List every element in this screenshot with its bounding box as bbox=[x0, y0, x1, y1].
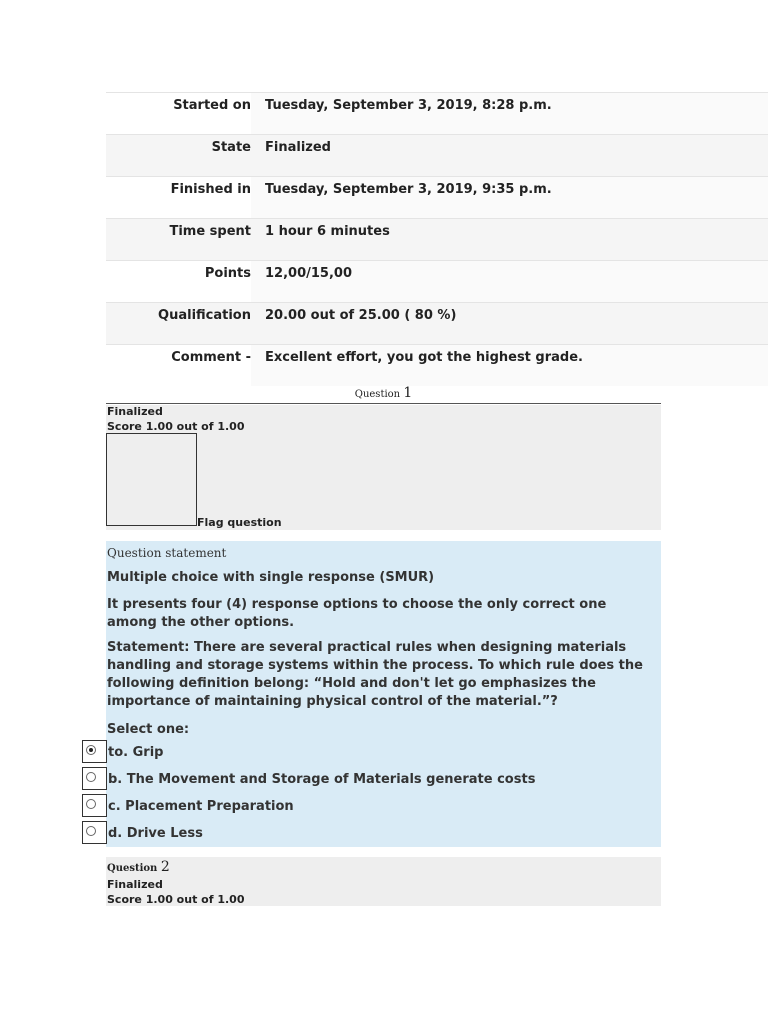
summary-label: Points bbox=[204, 266, 251, 281]
radio-unselected-icon[interactable] bbox=[86, 799, 96, 809]
question-instructions: It presents four (4) response options to choose the only correct one among the other options. bbox=[107, 597, 607, 630]
summary-label: Time spent bbox=[169, 224, 251, 239]
summary-row-qualification bbox=[106, 303, 768, 345]
summary-value: Excellent effort, you got the highest grade. bbox=[251, 345, 768, 386]
question-number: 2 bbox=[160, 859, 170, 875]
answer-option-a[interactable] bbox=[82, 740, 660, 764]
summary-row-comment bbox=[106, 345, 768, 386]
summary-row-finished-in bbox=[106, 177, 768, 219]
answer-option-c[interactable] bbox=[82, 794, 660, 818]
radio-box[interactable] bbox=[82, 767, 107, 790]
summary-row-points bbox=[106, 261, 768, 303]
question-number: 1 bbox=[403, 385, 413, 401]
select-one-prompt: Select one: bbox=[107, 722, 190, 737]
summary-label: Finished in bbox=[170, 182, 251, 197]
question-state: Finalized bbox=[107, 405, 163, 418]
summary-value: 12,00/15,00 bbox=[251, 261, 768, 302]
answer-option-label[interactable]: c. Placement Preparation bbox=[108, 799, 294, 814]
radio-unselected-icon[interactable] bbox=[86, 772, 96, 782]
question-1-heading bbox=[106, 385, 661, 404]
question-1-info-panel bbox=[106, 405, 661, 530]
summary-row-time-spent bbox=[106, 219, 768, 261]
question-2-info-panel bbox=[106, 857, 661, 906]
summary-row-state bbox=[106, 135, 768, 177]
attempt-summary-table bbox=[106, 92, 768, 386]
question-heading-word: Question bbox=[354, 389, 401, 400]
summary-label: Started on bbox=[173, 98, 251, 113]
radio-selected-icon[interactable] bbox=[86, 745, 96, 755]
answer-option-label[interactable]: to. Grip bbox=[108, 745, 164, 760]
radio-box[interactable] bbox=[82, 821, 107, 844]
summary-label: State bbox=[211, 140, 251, 155]
summary-row-started-on bbox=[106, 93, 768, 135]
question-score: Score 1.00 out of 1.00 bbox=[107, 420, 245, 433]
question-type-line: Multiple choice with single response (SMUR) bbox=[107, 570, 435, 585]
summary-value: 20.00 out of 25.00 ( 80 %) bbox=[251, 303, 768, 344]
question-1-content bbox=[106, 541, 661, 847]
summary-value: Finalized bbox=[251, 135, 768, 176]
summary-label: Qualification bbox=[158, 308, 251, 323]
summary-label: Comment - bbox=[171, 350, 251, 365]
question-score: Score 1.00 out of 1.00 bbox=[107, 893, 245, 906]
radio-unselected-icon[interactable] bbox=[86, 826, 96, 836]
flag-question-link[interactable]: Flag question bbox=[197, 516, 282, 529]
question-state: Finalized bbox=[107, 878, 163, 891]
answer-option-label[interactable]: d. Drive Less bbox=[108, 826, 203, 841]
summary-value: Tuesday, September 3, 2019, 9:35 p.m. bbox=[251, 177, 768, 218]
radio-box[interactable] bbox=[82, 794, 107, 817]
summary-value: 1 hour 6 minutes bbox=[251, 219, 768, 260]
question-statement-title: Question statement bbox=[107, 546, 227, 560]
summary-value: Tuesday, September 3, 2019, 8:28 p.m. bbox=[251, 93, 768, 134]
answer-option-d[interactable] bbox=[82, 821, 660, 845]
flag-question-box[interactable] bbox=[106, 433, 197, 526]
question-2-heading bbox=[107, 859, 170, 875]
answer-option-b[interactable] bbox=[82, 767, 660, 791]
question-heading-word: Question bbox=[107, 863, 158, 874]
question-statement: Statement: There are several practical rules when designing materials handling and storage systems within the process. To which rule does the following definition belong: “Hold and don't let go emphasizes the importance of maintaining physical control of the material.”? bbox=[107, 640, 643, 709]
answer-option-label[interactable]: b. The Movement and Storage of Materials generate costs bbox=[108, 772, 536, 787]
radio-box[interactable] bbox=[82, 740, 107, 763]
